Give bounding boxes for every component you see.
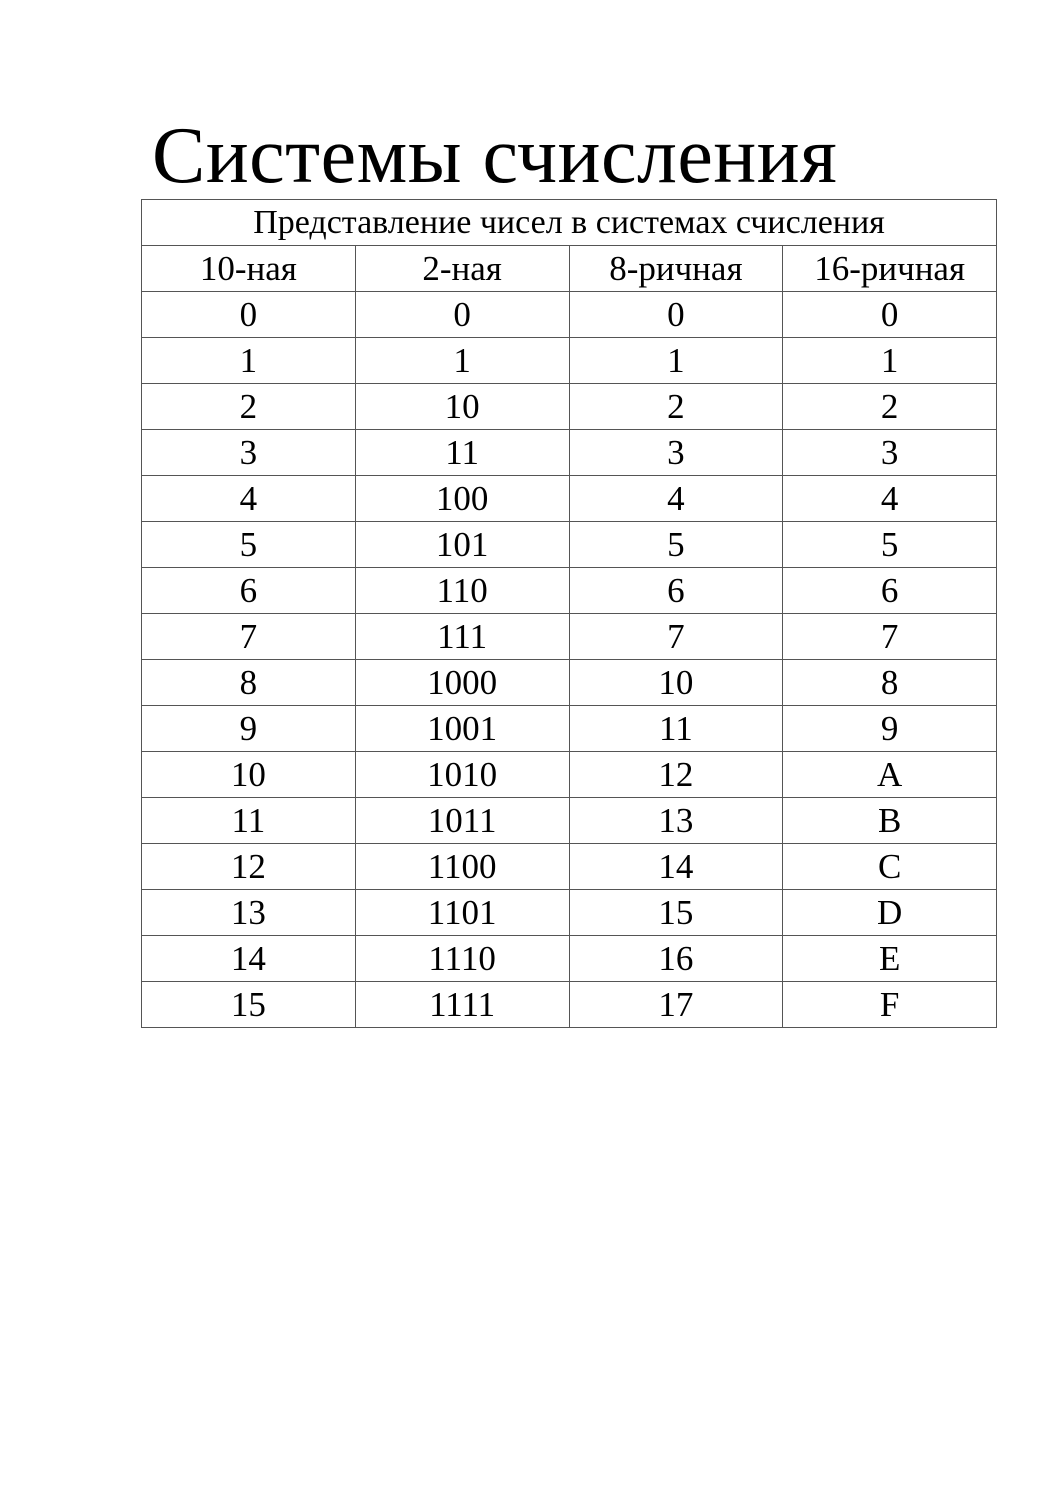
cell-binary: 110 (355, 568, 569, 614)
cell-binary: 1101 (355, 890, 569, 936)
cell-hexadecimal: B (783, 798, 997, 844)
cell-binary: 1001 (355, 706, 569, 752)
cell-decimal: 10 (142, 752, 356, 798)
cell-decimal: 6 (142, 568, 356, 614)
table-row (142, 936, 997, 982)
cell-hexadecimal: 0 (783, 292, 997, 338)
cell-decimal: 0 (142, 292, 356, 338)
cell-octal: 1 (569, 338, 783, 384)
cell-octal: 6 (569, 568, 783, 614)
table-row (142, 706, 997, 752)
cell-hexadecimal: E (783, 936, 997, 982)
cell-hexadecimal: F (783, 982, 997, 1028)
cell-binary: 1 (355, 338, 569, 384)
cell-binary: 111 (355, 614, 569, 660)
cell-hexadecimal: 8 (783, 660, 997, 706)
cell-octal: 7 (569, 614, 783, 660)
cell-binary: 0 (355, 292, 569, 338)
cell-octal: 4 (569, 476, 783, 522)
cell-hexadecimal: 3 (783, 430, 997, 476)
cell-decimal: 14 (142, 936, 356, 982)
table-row (142, 660, 997, 706)
table-row (142, 982, 997, 1028)
cell-decimal: 15 (142, 982, 356, 1028)
cell-decimal: 2 (142, 384, 356, 430)
cell-binary: 1111 (355, 982, 569, 1028)
cell-hexadecimal: 7 (783, 614, 997, 660)
cell-decimal: 13 (142, 890, 356, 936)
table-row (142, 384, 997, 430)
cell-octal: 16 (569, 936, 783, 982)
table-row (142, 430, 997, 476)
page-title: Системы счисления (152, 112, 838, 200)
cell-octal: 12 (569, 752, 783, 798)
cell-binary: 1011 (355, 798, 569, 844)
cell-hexadecimal: 2 (783, 384, 997, 430)
cell-decimal: 5 (142, 522, 356, 568)
cell-hexadecimal: D (783, 890, 997, 936)
cell-binary: 1000 (355, 660, 569, 706)
table-header-row (142, 246, 997, 292)
table-row (142, 476, 997, 522)
cell-decimal: 12 (142, 844, 356, 890)
cell-octal: 13 (569, 798, 783, 844)
cell-binary: 10 (355, 384, 569, 430)
cell-octal: 3 (569, 430, 783, 476)
header-decimal: 10-ная (142, 246, 356, 292)
table-row (142, 752, 997, 798)
cell-binary: 1110 (355, 936, 569, 982)
table-caption: Представление чисел в системах счисления (142, 200, 997, 246)
table-row (142, 522, 997, 568)
cell-octal: 10 (569, 660, 783, 706)
table-row (142, 844, 997, 890)
number-systems-table (141, 199, 997, 1028)
cell-binary: 1010 (355, 752, 569, 798)
cell-decimal: 3 (142, 430, 356, 476)
cell-decimal: 1 (142, 338, 356, 384)
cell-hexadecimal: 9 (783, 706, 997, 752)
table-caption-row (142, 200, 997, 246)
cell-octal: 17 (569, 982, 783, 1028)
cell-binary: 101 (355, 522, 569, 568)
cell-octal: 0 (569, 292, 783, 338)
cell-binary: 1100 (355, 844, 569, 890)
cell-hexadecimal: C (783, 844, 997, 890)
cell-binary: 11 (355, 430, 569, 476)
cell-decimal: 9 (142, 706, 356, 752)
cell-decimal: 7 (142, 614, 356, 660)
cell-hexadecimal: 5 (783, 522, 997, 568)
cell-octal: 14 (569, 844, 783, 890)
cell-octal: 5 (569, 522, 783, 568)
table-row (142, 292, 997, 338)
cell-hexadecimal: 1 (783, 338, 997, 384)
table-row (142, 338, 997, 384)
cell-decimal: 8 (142, 660, 356, 706)
cell-decimal: 4 (142, 476, 356, 522)
cell-hexadecimal: A (783, 752, 997, 798)
table-row (142, 890, 997, 936)
header-hexadecimal: 16-ричная (783, 246, 997, 292)
table-row (142, 568, 997, 614)
cell-hexadecimal: 6 (783, 568, 997, 614)
cell-decimal: 11 (142, 798, 356, 844)
header-octal: 8-ричная (569, 246, 783, 292)
cell-binary: 100 (355, 476, 569, 522)
cell-octal: 11 (569, 706, 783, 752)
table-row (142, 798, 997, 844)
table-body (142, 292, 997, 1028)
header-binary: 2-ная (355, 246, 569, 292)
cell-octal: 15 (569, 890, 783, 936)
table-row (142, 614, 997, 660)
cell-octal: 2 (569, 384, 783, 430)
cell-hexadecimal: 4 (783, 476, 997, 522)
